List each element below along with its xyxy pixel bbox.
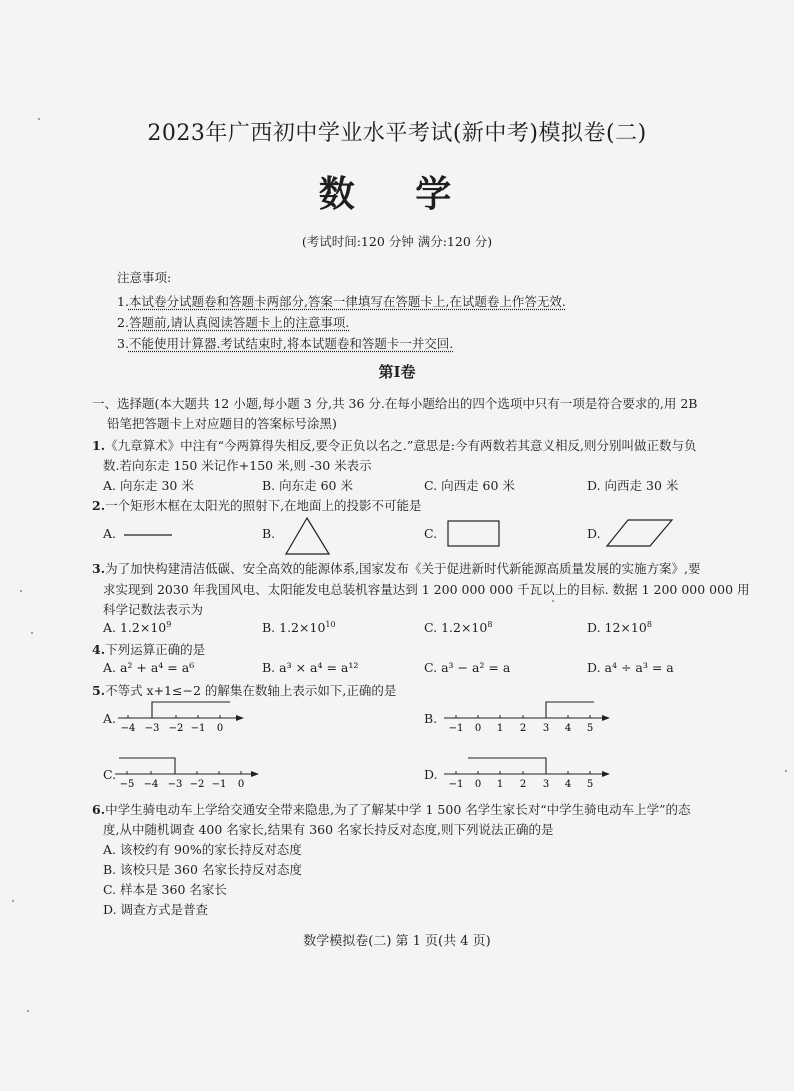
- tick-label: 2: [519, 779, 527, 790]
- q6-option-b: B. 该校只是 360 名家长持反对态度: [103, 862, 302, 877]
- scan-speck: [31, 632, 33, 634]
- q4-option-c: C. a³ − a² = a: [424, 660, 511, 675]
- note-item: 3.不能使用计算器.考试结束时,将本试题卷和答题卡一并交回.: [117, 336, 454, 351]
- q3-option-d: D. $12\times 10^8$: [587, 620, 652, 636]
- tick-label: −2: [189, 779, 205, 790]
- q6-option-d: D. 调查方式是普查: [103, 902, 209, 917]
- q4-option-b: B. a³ × a⁴ = a¹²: [262, 660, 359, 675]
- q5-option-a-label: A.: [103, 711, 117, 726]
- q3-option-a: A. $1.2\times 10^9$: [103, 620, 172, 636]
- q6-option-c: C. 样本是 360 名家长: [103, 882, 227, 897]
- notes-heading: 注意事项:: [117, 270, 172, 285]
- tick-label: 3: [542, 779, 550, 790]
- q2-option-c-label: C.: [424, 526, 438, 541]
- scan-speck: [552, 600, 554, 602]
- q3-option-c: C. $1.2\times 10^8$: [424, 620, 493, 636]
- q5-number-line-c: [115, 756, 265, 796]
- question-2-text: 2.一个矩形木框在太阳光的照射下,在地面上的投影不可能是: [92, 498, 422, 513]
- tick-label: 3: [542, 723, 550, 734]
- exam-title: 2023年广西初中学业水平考试(新中考)模拟卷(二): [147, 121, 647, 146]
- question-5-text: 5.不等式 x+1≤−2 的解集在数轴上表示如下,正确的是: [92, 683, 397, 698]
- section-heading: 第Ⅰ卷: [378, 363, 416, 381]
- tick-label: 0: [216, 723, 224, 734]
- tick-label: −5: [119, 779, 135, 790]
- question-3-line2: 求实现到 2030 年我国风电、太阳能发电总装机容量达到 1 200 000 000 千瓦以上的目标. 数据 1 200 000 000 用: [103, 582, 750, 597]
- q4-option-a: A. a² + a⁴ = a⁶: [103, 660, 195, 675]
- subject-title: 数 学: [318, 173, 476, 215]
- tick-label: 5: [586, 723, 594, 734]
- q1-option-c: C. 向西走 60 米: [424, 478, 515, 493]
- q6-option-a: A. 该校约有 90%的家长持反对态度: [103, 842, 302, 857]
- scan-speck: [27, 1010, 29, 1012]
- scan-speck: [38, 118, 40, 120]
- q2-triangle-figure: [285, 516, 331, 556]
- section-intro-line1: 一、选择题(本大题共 12 小题,每小题 3 分,共 36 分.在每小题给出的四个选项中只有一项是符合要求的,用 2B: [92, 396, 698, 411]
- scan-speck: [12, 900, 14, 902]
- tick-label: −3: [167, 779, 183, 790]
- note-item: 2.答题前,请认真阅读答题卡上的注意事项.: [117, 315, 350, 330]
- q2-segment-figure: [124, 530, 174, 540]
- tick-label: −1: [448, 723, 464, 734]
- q2-parallelogram-figure: [606, 518, 674, 548]
- tick-label: −2: [168, 723, 184, 734]
- tick-label: 0: [237, 779, 245, 790]
- tick-label: 0: [474, 779, 482, 790]
- question-1-line2: 数.若向东走 150 米记作+150 米,则 -30 米表示: [103, 458, 372, 473]
- exam-meta: (考试时间:120 分钟 满分:120 分): [301, 234, 493, 249]
- tick-label: 1: [496, 723, 504, 734]
- tick-label: −1: [211, 779, 227, 790]
- q5-option-c-label: C.: [103, 767, 117, 782]
- q5-option-d-label: D.: [424, 767, 438, 782]
- question-6-line1: 6.中学生骑电动车上学给交通安全带来隐患,为了了解某中学 1 500 名学生家长对“中学生骑电动车上学”的态: [92, 802, 691, 817]
- q1-option-b: B. 向东走 60 米: [262, 478, 353, 493]
- question-1-line1: 1.《九章算术》中注有“今两算得失相反,要令正负以名之.”意思是:今有两数若其意义相反,则分别叫做正数与负: [92, 438, 697, 453]
- q2-option-a-label: A.: [103, 526, 117, 541]
- q1-option-a: A. 向东走 30 米: [103, 478, 194, 493]
- q2-option-d-label: D.: [587, 526, 601, 541]
- question-4-text: 4.下列运算正确的是: [92, 642, 206, 657]
- tick-label: 1: [496, 779, 504, 790]
- q5-number-line-a: [118, 700, 248, 740]
- tick-label: 4: [564, 779, 572, 790]
- q3-option-b: B. $1.2\times 10^{10}$: [262, 620, 336, 636]
- page-footer: 数学模拟卷(二) 第 1 页(共 4 页): [303, 934, 491, 949]
- scan-speck: [20, 590, 22, 592]
- note-item: 1.本试卷分试题卷和答题卡两部分,答案一律填写在答题卡上,在试题卷上作答无效.: [117, 294, 566, 309]
- question-6-line2: 度,从中随机调查 400 名家长,结果有 360 名家长持反对态度,则下列说法正确的是: [103, 822, 554, 837]
- q5-option-b-label: B.: [424, 711, 438, 726]
- q2-option-b-label: B.: [262, 526, 276, 541]
- tick-label: 5: [586, 779, 594, 790]
- q2-rectangle-figure: [447, 520, 501, 548]
- tick-label: −1: [448, 779, 464, 790]
- section-intro-line2: 铅笔把答题卡上对应题目的答案标号涂黑): [107, 416, 337, 431]
- scan-speck: [785, 770, 787, 772]
- q5-number-line-b: [444, 700, 614, 740]
- question-3-line3: 科学记数法表示为: [103, 602, 204, 617]
- tick-label: −4: [120, 723, 136, 734]
- q1-option-d: D. 向西走 30 米: [587, 478, 679, 493]
- question-3-line1: 3.为了加快构建清洁低碳、安全高效的能源体系,国家发布《关于促进新时代新能源高质量发展的实施方案》,要: [92, 561, 701, 576]
- tick-label: 2: [519, 723, 527, 734]
- tick-label: −4: [143, 779, 159, 790]
- q4-option-d: D. a⁴ ÷ a³ = a: [587, 660, 674, 675]
- tick-label: −3: [144, 723, 160, 734]
- q5-number-line-d: [444, 756, 614, 796]
- tick-label: 4: [564, 723, 572, 734]
- tick-label: 0: [474, 723, 482, 734]
- tick-label: −1: [190, 723, 206, 734]
